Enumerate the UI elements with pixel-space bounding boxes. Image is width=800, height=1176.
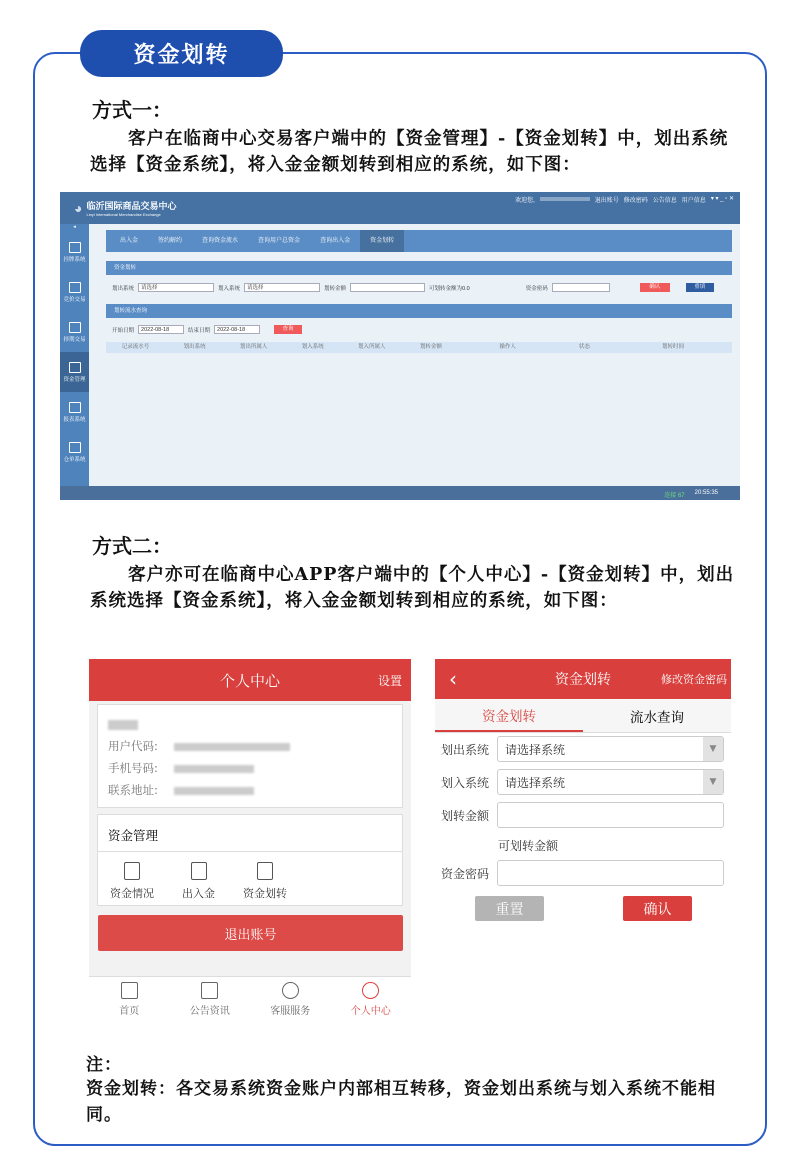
tab-deposit[interactable]: 出入金 <box>120 238 139 244</box>
amount-input[interactable] <box>497 802 724 828</box>
user-info-link[interactable]: 用户信息 <box>681 198 706 204</box>
change-password-link[interactable]: 修改密码 <box>623 198 648 204</box>
method1-heading: 方式一： <box>92 98 172 122</box>
nav-news[interactable]: 公告资讯 <box>170 977 251 1022</box>
out-label: 划出系统 <box>112 285 135 292</box>
welcome-text: 欢迎您, <box>515 198 535 204</box>
end-label: 结束日期 <box>188 327 211 334</box>
deposit-item[interactable]: 出入金 <box>182 862 215 901</box>
service-icon <box>282 982 299 999</box>
app-transfer-screenshot: ‹ 资金划转 修改资金密码 资金划转 流水查询 划出系统 请选择系统 ▼ 划入系统 请选择系统 ▼ 划转金额 可划转金额 资金密码 重置 确认 <box>435 659 731 922</box>
desktop-client-screenshot <box>60 192 740 500</box>
user-icon <box>362 982 379 999</box>
back-icon[interactable]: ‹ <box>449 667 457 691</box>
pwd-input[interactable] <box>552 283 610 292</box>
status-bar: 连接 67 20:55:35 <box>60 486 740 500</box>
flow-table-header: 记录流水号 划出系统 划出所属人 划入系统 划入所属人 划转金额 操作人 状态 划转时间 <box>106 342 732 353</box>
chevron-down-icon: ▼ <box>703 770 723 794</box>
tab-total[interactable]: 查询用户总资金 <box>258 238 301 244</box>
page-title: 资金划转 <box>80 30 283 77</box>
tab-transfer[interactable]: 资金划转 <box>360 230 404 252</box>
available-text: 可划转金额 <box>498 839 559 853</box>
method2-heading: 方式二： <box>92 534 172 558</box>
section-transfer: 资金划转 <box>106 261 732 275</box>
sidebar-item-forward[interactable]: 择期交易 <box>60 312 89 352</box>
sidebar-item-funds[interactable]: 资金管理 <box>60 352 89 392</box>
start-date-input[interactable]: 2022-08-18 <box>138 325 184 334</box>
user-info-card: 用户代码: 手机号码: 联系地址: <box>97 704 403 808</box>
reset-button[interactable]: 重填 <box>686 283 714 292</box>
notepad-icon <box>69 362 81 373</box>
list-icon <box>124 862 140 880</box>
nav-home[interactable]: 首页 <box>89 977 170 1022</box>
app-title: 资金划转 <box>555 672 611 688</box>
method2-text: 客户亦可在临商中心APP客户端中的【个人中心】-【资金划转】中，划出系统选择【资金系统】，将入金金额划转到相应的系统，如下图： <box>90 565 735 611</box>
query-button[interactable]: 查询 <box>274 325 302 334</box>
funds-tabs <box>106 230 732 252</box>
in-system-select[interactable]: 请选择系统 ▼ <box>497 769 724 795</box>
method1-text: 客户在临商中心交易客户端中的【资金管理】-【资金划转】中，划出系统选择【资金系统】，将入金金额划转到相应的系统，如下图： <box>90 129 729 175</box>
note-heading: 注： <box>86 1055 122 1075</box>
app-header: 个人中心 设置 <box>89 659 411 701</box>
amount-input[interactable] <box>350 283 425 292</box>
transfer-item[interactable]: 资金划转 <box>243 862 287 901</box>
funds-status-item[interactable]: 资金情况 <box>110 862 154 901</box>
in-label: 划入系统 <box>218 285 241 292</box>
change-pwd-button[interactable]: 修改资金密码 <box>661 673 727 686</box>
monitor-icon <box>69 282 81 293</box>
pwd-input[interactable] <box>497 860 724 886</box>
window-controls[interactable]: ▾ ▾ _ ▫ ✕ <box>710 196 734 202</box>
deposit-icon <box>191 862 207 880</box>
logout-link[interactable]: 退出账号 <box>594 198 619 204</box>
confirm-button[interactable]: 确认 <box>623 896 692 921</box>
sidebar-item-reports[interactable]: 报表系统 <box>60 392 89 432</box>
end-date-input[interactable]: 2022-08-18 <box>214 325 260 334</box>
sidebar-item-bidding[interactable]: 竞价交易 <box>60 272 89 312</box>
in-system-select[interactable]: 请选择 <box>244 283 320 292</box>
nav-service[interactable]: 客服服务 <box>250 977 331 1022</box>
available-text: 可划转金额为0.0 <box>429 285 470 292</box>
note-text: 资金划转：各交易系统资金账户内部相互转移，资金划出系统与划入系统不能相同。 <box>86 1079 716 1125</box>
section-flow: 划转流水查询 <box>106 304 732 318</box>
tab-sign[interactable]: 签约解约 <box>158 238 183 244</box>
notice-link[interactable]: 公告信息 <box>652 198 677 204</box>
tab-flow[interactable]: 查询资金流水 <box>202 238 239 244</box>
confirm-button[interactable]: 确认 <box>640 283 670 292</box>
monitor-icon <box>69 322 81 333</box>
reset-button[interactable]: 重置 <box>475 896 544 921</box>
funds-management-card: 资金管理 资金情况 出入金 资金划转 <box>97 814 403 906</box>
start-label: 开始日期 <box>112 327 135 334</box>
monitor-icon <box>69 242 81 253</box>
settings-button[interactable]: 设置 <box>377 673 402 688</box>
pwd-label: 资金密码 <box>525 285 548 292</box>
news-icon <box>201 982 218 999</box>
tab-inout[interactable]: 查询出入金 <box>320 238 351 244</box>
home-icon <box>121 982 138 999</box>
transfer-icon <box>257 862 273 880</box>
title-bar <box>60 192 740 224</box>
document-icon <box>69 402 81 413</box>
app-personal-center-screenshot <box>89 659 411 1022</box>
warehouse-icon <box>69 442 81 453</box>
sidebar-item-listing[interactable]: 挂牌系统 <box>60 232 89 272</box>
out-system-select[interactable]: 请选择 <box>138 283 214 292</box>
out-system-select[interactable]: 请选择系统 ▼ <box>497 736 724 762</box>
chevron-down-icon: ▼ <box>703 737 723 761</box>
logout-button[interactable]: 退出账号 <box>98 915 403 951</box>
sidebar-item-warehouse[interactable]: 仓单系统 <box>60 432 89 472</box>
logo: ◕ 临沂国际商品交易中心 Linyi International Merchandise Exchange <box>74 200 177 217</box>
amount-label: 划转金额 <box>324 285 347 292</box>
sidebar: ◂ 挂牌系统 竞价交易 择期交易 资金管理 报表系统 仓单系统 <box>60 224 89 486</box>
bottom-nav <box>89 976 411 1022</box>
nav-personal[interactable]: 个人中心 <box>331 977 412 1022</box>
tab-flow-query[interactable]: 流水查询 <box>630 709 684 726</box>
tab-transfer[interactable]: 资金划转 <box>435 699 583 732</box>
